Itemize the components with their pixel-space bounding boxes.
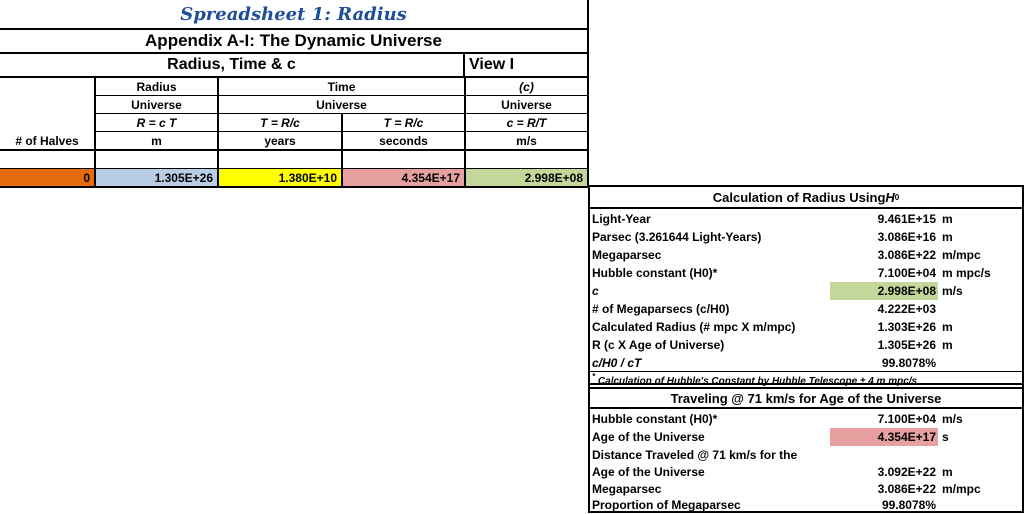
travel-value[interactable]: 3.092E+22 (877, 465, 936, 479)
sheet-title: Spreadsheet 1: Radius (0, 0, 587, 30)
calc-row-c (590, 282, 1022, 300)
appendix-title: Appendix A-I: The Dynamic Universe (0, 30, 587, 54)
halves-header: # of Halves (15, 133, 79, 148)
calc-label: Calculated Radius (# mpc X m/mpc) (592, 320, 796, 334)
cell-speed[interactable]: 2.998E+08 (466, 169, 587, 186)
cell-radius[interactable]: 1.305E+26 (96, 169, 217, 186)
calc-row-ratio (590, 354, 1022, 372)
travel-row-distance-age (590, 463, 1022, 481)
calc-row-parsec (590, 228, 1022, 246)
travel-value[interactable]: 7.100E+04 (877, 412, 936, 426)
travel-label: Age of the Universe (592, 430, 705, 444)
travel-label: Age of the Universe (592, 465, 705, 479)
travel-row-age (590, 428, 1022, 446)
calc-label: # of Megaparsecs (c/H0) (592, 302, 730, 316)
calc-value[interactable]: 2.998E+08 (830, 282, 938, 300)
calc-label: Parsec (3.261644 Light-Years) (592, 230, 762, 244)
calc-value[interactable]: 9.461E+15 (877, 212, 936, 226)
footnote-text: Calculation of Hubble's Constant by Hubble Telescope ± 4 m mpc/s (597, 376, 918, 387)
travel-label: Distance Traveled @ 71 km/s for the (592, 448, 798, 462)
calc-value[interactable]: 1.305E+26 (877, 338, 936, 352)
sheet-right-border (587, 0, 589, 188)
cell-halves[interactable]: 0 (0, 169, 94, 186)
col-radius-header: Radius (136, 79, 177, 94)
calc-label: Megaparsec (592, 248, 662, 262)
radius-formula: R = c T (136, 115, 177, 130)
footnote-mark: * (592, 372, 596, 381)
travel-label: Proportion of Megaparsec (592, 498, 741, 512)
calc-unit: m (942, 230, 953, 244)
calc-row-light-year (590, 210, 1022, 228)
time-formula: T = R/c (383, 115, 424, 130)
calc-unit: m/mpc (942, 248, 981, 262)
calc-unit: m (942, 212, 953, 226)
radius-calculation-panel (588, 185, 1024, 513)
travel-value[interactable]: 3.086E+22 (877, 482, 936, 496)
grid-line (0, 186, 587, 188)
time-formula: T = R/c (260, 115, 300, 130)
c-formula: c = R/T (506, 115, 547, 130)
view-label: View I (465, 54, 587, 78)
hubble-footnote (590, 371, 1022, 385)
calc-unit: m/s (942, 284, 963, 298)
col-c-header: (c) (519, 79, 534, 94)
travel-row-hubble (590, 410, 1022, 428)
unit-m: m (151, 133, 162, 148)
grid-line (0, 149, 587, 151)
calc-value[interactable]: 4.222E+03 (877, 302, 936, 316)
spreadsheet-radius (0, 0, 589, 188)
calc-header (590, 187, 1022, 209)
calc-header-sub: 0 (894, 192, 900, 202)
calc-row-megaparsec (590, 246, 1022, 264)
calc-label: c/H0 / cT (592, 356, 642, 370)
unit-years: years (264, 133, 296, 148)
calc-unit: m mpc/s (942, 266, 991, 280)
calc-label: Hubble constant (H0)* (592, 266, 718, 280)
calc-row-calc-radius (590, 318, 1022, 336)
cell-seconds[interactable]: 4.354E+17 (343, 169, 464, 186)
calc-row-r (590, 336, 1022, 354)
calc-unit: m (942, 338, 953, 352)
travel-value[interactable]: 4.354E+17 (830, 428, 938, 446)
col-universe-label: Universe (501, 97, 552, 112)
calc-unit: m (942, 320, 953, 334)
travel-unit: s (942, 430, 949, 444)
calc-value[interactable]: 3.086E+22 (877, 248, 936, 262)
col-universe-label: Universe (316, 97, 367, 112)
travel-row-proportion (590, 496, 1022, 514)
travel-unit: m (942, 465, 953, 479)
unit-ms: m/s (516, 133, 537, 148)
calc-label: R (c X Age of Universe) (592, 338, 725, 352)
calc-value[interactable]: 1.303E+26 (877, 320, 936, 334)
unit-seconds: seconds (379, 133, 428, 148)
travel-label: Megaparsec (592, 482, 662, 496)
calc-row-mpc-count (590, 300, 1022, 318)
calc-label: Light-Year (592, 212, 651, 226)
travel-header: Traveling @ 71 km/s for Age of the Universe (590, 387, 1022, 409)
travel-unit: m/mpc (942, 482, 981, 496)
calc-value[interactable]: 3.086E+16 (877, 230, 936, 244)
travel-label: Hubble constant (H0)* (592, 412, 718, 426)
calc-header-text: Calculation of Radius Using (712, 189, 886, 205)
travel-row-distance (590, 446, 1022, 464)
calc-label: c (592, 284, 599, 298)
col-universe-label: Universe (131, 97, 182, 112)
calc-value[interactable]: 7.100E+04 (877, 266, 936, 280)
col-time-header: Time (327, 79, 356, 94)
section-title: Radius, Time & c (0, 54, 465, 78)
cell-years[interactable]: 1.380E+10 (219, 169, 341, 186)
travel-value[interactable]: 99.8078% (881, 498, 936, 512)
calc-value[interactable]: 99.8078% (881, 356, 936, 370)
calc-row-hubble (590, 264, 1022, 282)
travel-unit: m/s (942, 412, 963, 426)
calc-header-h: H (885, 189, 895, 205)
